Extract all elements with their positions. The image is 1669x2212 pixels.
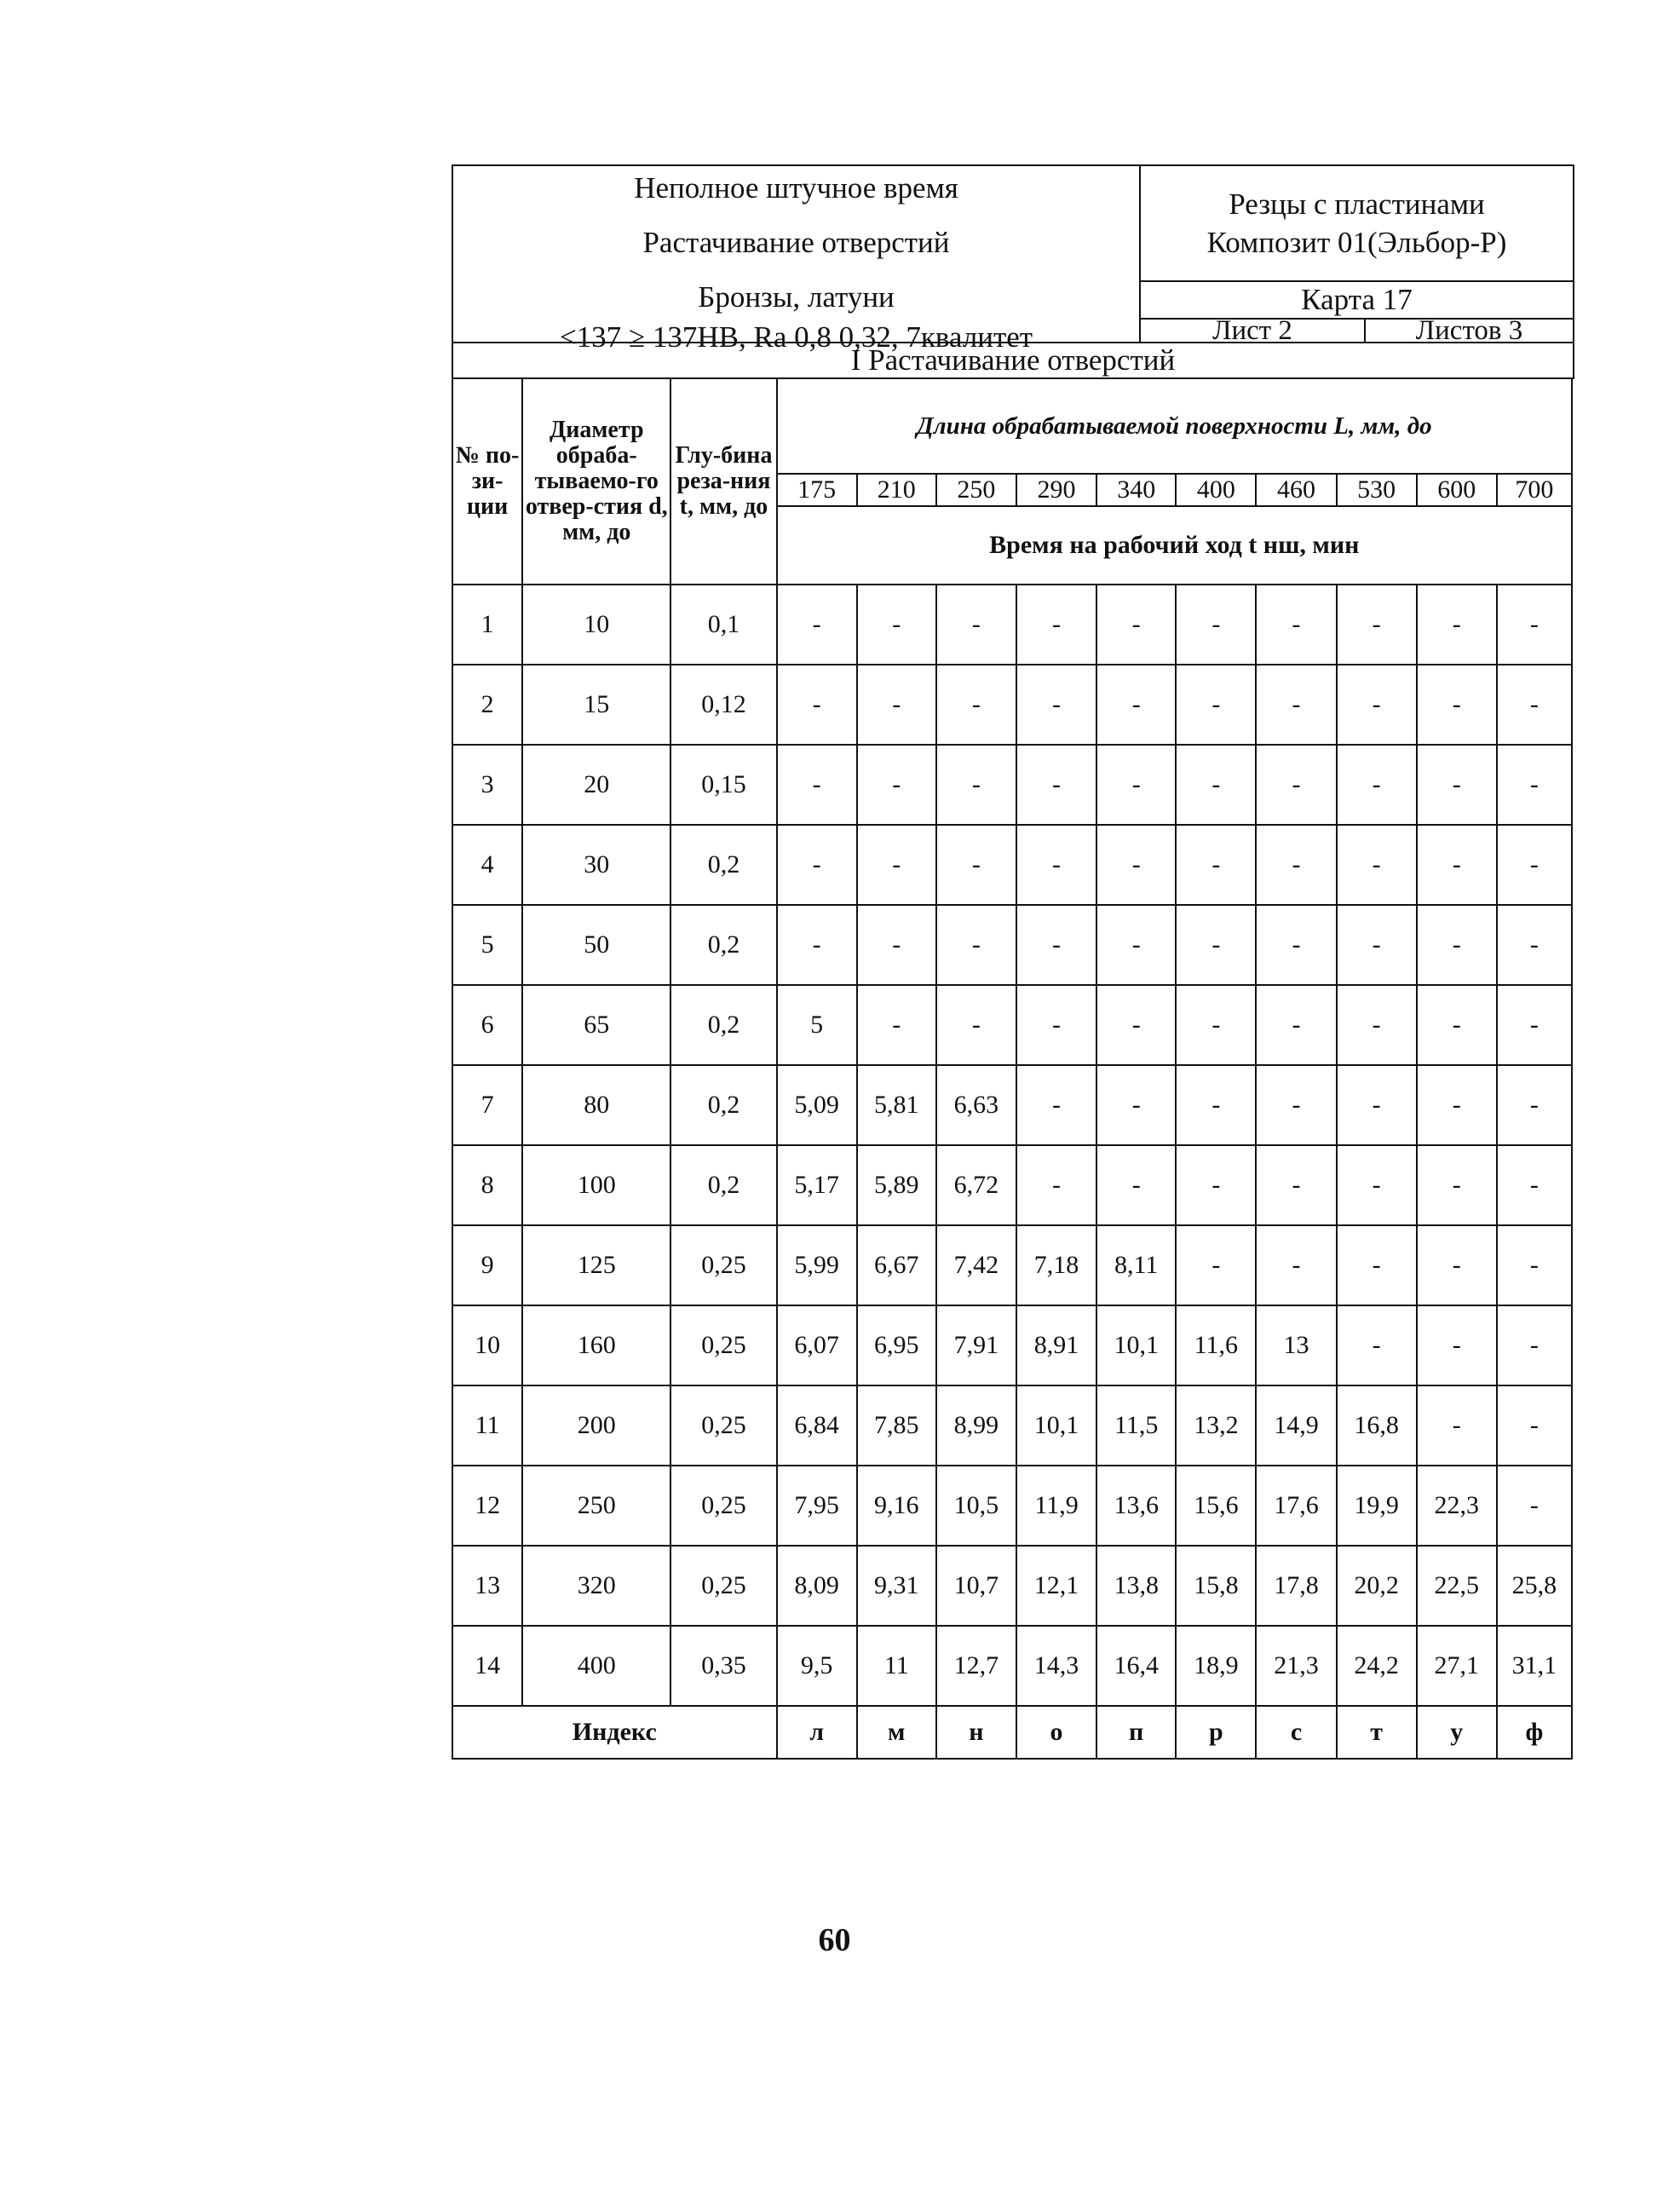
time-cell: 25,8 bbox=[1497, 1546, 1572, 1626]
table-row bbox=[452, 1065, 1572, 1145]
time-cell: 11,5 bbox=[1096, 1385, 1176, 1466]
time-cell: - bbox=[1016, 585, 1096, 665]
time-cell: 9,31 bbox=[857, 1546, 936, 1626]
diameter-cell: 200 bbox=[522, 1385, 670, 1466]
time-cell: 12,7 bbox=[936, 1626, 1016, 1706]
time-cell: - bbox=[777, 825, 857, 905]
diameter-cell: 15 bbox=[522, 665, 670, 745]
time-cell: 14,3 bbox=[1016, 1626, 1096, 1706]
time-cell: - bbox=[1096, 905, 1176, 985]
depth-cell: 0,2 bbox=[670, 825, 776, 905]
time-cell: 8,91 bbox=[1016, 1305, 1096, 1385]
time-cell: - bbox=[1337, 905, 1417, 985]
position-cell: 14 bbox=[452, 1626, 522, 1706]
time-cell: - bbox=[1096, 1065, 1176, 1145]
time-cell: 11 bbox=[857, 1626, 936, 1706]
time-cell: 7,95 bbox=[777, 1466, 857, 1546]
time-cell: - bbox=[857, 825, 936, 905]
length-value: 175 bbox=[777, 474, 857, 506]
time-cell: - bbox=[777, 585, 857, 665]
time-cell: - bbox=[777, 665, 857, 745]
time-cell: - bbox=[1497, 825, 1572, 905]
time-cell: 16,8 bbox=[1337, 1385, 1417, 1466]
time-cell: 6,07 bbox=[777, 1305, 857, 1385]
depth-cell: 0,25 bbox=[670, 1466, 776, 1546]
time-cell: - bbox=[936, 745, 1016, 825]
time-cell: 13,8 bbox=[1096, 1546, 1176, 1626]
time-cell: - bbox=[1256, 745, 1336, 825]
time-cell: - bbox=[1417, 825, 1497, 905]
col-header-depth: Глу-бина реза-ния t, мм, до bbox=[670, 378, 776, 585]
depth-cell: 0,2 bbox=[670, 1065, 776, 1145]
time-cell: - bbox=[857, 745, 936, 825]
diameter-cell: 400 bbox=[522, 1626, 670, 1706]
time-cell: 9,16 bbox=[857, 1466, 936, 1546]
time-cell: - bbox=[1096, 665, 1176, 745]
depth-cell: 0,15 bbox=[670, 745, 776, 825]
index-letter: п bbox=[1096, 1706, 1176, 1759]
position-cell: 10 bbox=[452, 1305, 522, 1385]
table-row bbox=[452, 1385, 1572, 1466]
position-cell: 6 bbox=[452, 985, 522, 1065]
time-cell: 15,8 bbox=[1176, 1546, 1256, 1626]
time-cell: - bbox=[1417, 1385, 1497, 1466]
time-cell: - bbox=[1417, 1225, 1497, 1305]
time-cell: - bbox=[936, 825, 1016, 905]
title-line-2: Растачивание отверстий bbox=[642, 226, 950, 259]
time-cell: - bbox=[1256, 665, 1336, 745]
col-header-position: № по-зи-ции bbox=[452, 378, 522, 585]
time-cell: 18,9 bbox=[1176, 1626, 1256, 1706]
time-cell: 7,91 bbox=[936, 1305, 1016, 1385]
time-cell: - bbox=[1497, 665, 1572, 745]
time-cell: 6,72 bbox=[936, 1145, 1016, 1225]
time-cell: - bbox=[1176, 1145, 1256, 1225]
diameter-cell: 65 bbox=[522, 985, 670, 1065]
length-value: 340 bbox=[1096, 474, 1176, 506]
diameter-cell: 10 bbox=[522, 585, 670, 665]
time-cell: - bbox=[1497, 1466, 1572, 1546]
position-cell: 5 bbox=[452, 905, 522, 985]
time-cell: - bbox=[1176, 665, 1256, 745]
time-cell: 17,6 bbox=[1256, 1466, 1336, 1546]
table-row bbox=[452, 1145, 1572, 1225]
diameter-cell: 320 bbox=[522, 1546, 670, 1626]
time-cell: - bbox=[1417, 1065, 1497, 1145]
time-cell: - bbox=[1176, 825, 1256, 905]
length-value: 700 bbox=[1497, 474, 1572, 506]
time-cell: 7,85 bbox=[857, 1385, 936, 1466]
time-cell: 5,09 bbox=[777, 1065, 857, 1145]
time-cell: - bbox=[1337, 1065, 1417, 1145]
time-cell: - bbox=[1497, 1145, 1572, 1225]
material-line: Бронзы, латуни bbox=[698, 280, 895, 314]
time-cell: - bbox=[857, 665, 936, 745]
length-value: 210 bbox=[857, 474, 936, 506]
time-cell: 11,6 bbox=[1176, 1305, 1256, 1385]
position-cell: 8 bbox=[452, 1145, 522, 1225]
time-cell: - bbox=[1016, 905, 1096, 985]
time-cell: - bbox=[1337, 665, 1417, 745]
params-line: <137 ≥ 137НВ, Ra 0,8 0,32, 7квалитет bbox=[559, 320, 1033, 354]
time-cell: - bbox=[1337, 1145, 1417, 1225]
time-cell: 8,11 bbox=[1096, 1225, 1176, 1305]
time-cell: - bbox=[1497, 1065, 1572, 1145]
time-cell: 17,8 bbox=[1256, 1546, 1336, 1626]
sheet-number: Лист 2 bbox=[1140, 319, 1365, 343]
time-cell: 12,1 bbox=[1016, 1546, 1096, 1626]
length-value: 460 bbox=[1256, 474, 1336, 506]
card-number: Карта 17 bbox=[1140, 281, 1574, 319]
diameter-cell: 125 bbox=[522, 1225, 670, 1305]
time-cell: - bbox=[1417, 665, 1497, 745]
time-cell: 9,5 bbox=[777, 1626, 857, 1706]
time-cell: - bbox=[1256, 1065, 1336, 1145]
time-cell: - bbox=[1417, 585, 1497, 665]
tool-description bbox=[1140, 165, 1574, 281]
position-cell: 4 bbox=[452, 825, 522, 905]
time-cell: - bbox=[1497, 905, 1572, 985]
time-cell: - bbox=[1096, 585, 1176, 665]
time-cell: - bbox=[1176, 1225, 1256, 1305]
time-cell: - bbox=[936, 585, 1016, 665]
length-value: 290 bbox=[1016, 474, 1096, 506]
time-cell: - bbox=[1417, 745, 1497, 825]
time-cell: - bbox=[1337, 585, 1417, 665]
table-row bbox=[452, 585, 1572, 665]
table-row bbox=[452, 985, 1572, 1065]
time-cell: 7,18 bbox=[1016, 1225, 1096, 1305]
diameter-cell: 160 bbox=[522, 1305, 670, 1385]
table-row bbox=[452, 825, 1572, 905]
time-cell: 11,9 bbox=[1016, 1466, 1096, 1546]
diameter-cell: 100 bbox=[522, 1145, 670, 1225]
time-cell: 10,5 bbox=[936, 1466, 1016, 1546]
diameter-cell: 50 bbox=[522, 905, 670, 985]
position-cell: 2 bbox=[452, 665, 522, 745]
table-row bbox=[452, 1305, 1572, 1385]
index-letter: м bbox=[857, 1706, 936, 1759]
time-cell: - bbox=[1016, 1145, 1096, 1225]
time-cell: - bbox=[1256, 825, 1336, 905]
time-cell: 13 bbox=[1256, 1305, 1336, 1385]
time-cell: - bbox=[1256, 1145, 1336, 1225]
card-header bbox=[452, 164, 1574, 379]
time-cell: - bbox=[1176, 745, 1256, 825]
time-cell: - bbox=[1096, 1145, 1176, 1225]
time-cell: 5,17 bbox=[777, 1145, 857, 1225]
time-cell: - bbox=[1497, 745, 1572, 825]
time-cell: 13,6 bbox=[1096, 1466, 1176, 1546]
time-cell: 15,6 bbox=[1176, 1466, 1256, 1546]
table-row bbox=[452, 1626, 1572, 1706]
depth-cell: 0,25 bbox=[670, 1225, 776, 1305]
time-cell: - bbox=[1096, 825, 1176, 905]
time-cell: 27,1 bbox=[1417, 1626, 1497, 1706]
section-title: I Растачивание отверстий bbox=[452, 343, 1574, 378]
index-letter: ф bbox=[1497, 1706, 1572, 1759]
time-cell: 6,63 bbox=[936, 1065, 1016, 1145]
time-cell: - bbox=[1337, 985, 1417, 1065]
time-cell: - bbox=[1016, 985, 1096, 1065]
position-cell: 11 bbox=[452, 1385, 522, 1466]
table-row bbox=[452, 1225, 1572, 1305]
time-cell: 8,09 bbox=[777, 1546, 857, 1626]
table-row bbox=[452, 1546, 1572, 1626]
time-cell: 14,9 bbox=[1256, 1385, 1336, 1466]
depth-cell: 0,2 bbox=[670, 985, 776, 1065]
time-cell: 6,84 bbox=[777, 1385, 857, 1466]
table-row bbox=[452, 665, 1572, 745]
col-header-diameter: Диаметр обраба-тываемо-го отвер-стия d, мм, до bbox=[522, 378, 670, 585]
time-cell: - bbox=[1016, 745, 1096, 825]
time-cell: - bbox=[1256, 985, 1336, 1065]
table-row bbox=[452, 905, 1572, 985]
index-letter: р bbox=[1176, 1706, 1256, 1759]
time-cell: - bbox=[1016, 1065, 1096, 1145]
time-cell: 10,1 bbox=[1096, 1305, 1176, 1385]
sheets-total: Листов 3 bbox=[1365, 319, 1574, 343]
time-cell: - bbox=[1337, 825, 1417, 905]
time-cell: 16,4 bbox=[1096, 1626, 1176, 1706]
depth-cell: 0,2 bbox=[670, 1145, 776, 1225]
time-cell: - bbox=[936, 985, 1016, 1065]
time-cell: 10,1 bbox=[1016, 1385, 1096, 1466]
time-cell: - bbox=[1016, 665, 1096, 745]
time-cell: 19,9 bbox=[1337, 1466, 1417, 1546]
time-cell: 31,1 bbox=[1497, 1626, 1572, 1706]
operation-description bbox=[452, 165, 1140, 354]
index-letter: у bbox=[1417, 1706, 1497, 1759]
time-cell: 5,81 bbox=[857, 1065, 936, 1145]
title-line-1: Неполное штучное время bbox=[634, 171, 958, 204]
position-cell: 1 bbox=[452, 585, 522, 665]
depth-cell: 0,25 bbox=[670, 1305, 776, 1385]
length-value: 400 bbox=[1176, 474, 1256, 506]
index-row bbox=[452, 1706, 1572, 1759]
time-cell: - bbox=[1096, 745, 1176, 825]
time-cell: 22,3 bbox=[1417, 1466, 1497, 1546]
normative-card bbox=[452, 164, 1573, 1760]
time-cell: - bbox=[1096, 985, 1176, 1065]
time-cell: 5,89 bbox=[857, 1145, 936, 1225]
time-norms-table bbox=[452, 377, 1573, 1760]
time-cell: 22,5 bbox=[1417, 1546, 1497, 1626]
time-cell: - bbox=[1417, 985, 1497, 1065]
time-cell: 24,2 bbox=[1337, 1626, 1417, 1706]
time-cell: - bbox=[777, 745, 857, 825]
time-cell: - bbox=[1337, 1305, 1417, 1385]
time-cell: - bbox=[777, 905, 857, 985]
time-cell: - bbox=[1497, 1225, 1572, 1305]
index-letter: т bbox=[1337, 1706, 1417, 1759]
time-cell: - bbox=[1256, 905, 1336, 985]
time-cell: - bbox=[1256, 1225, 1336, 1305]
time-cell: - bbox=[857, 585, 936, 665]
time-cell: - bbox=[1176, 1065, 1256, 1145]
index-letter: л bbox=[777, 1706, 857, 1759]
diameter-cell: 250 bbox=[522, 1466, 670, 1546]
time-cell: - bbox=[1497, 985, 1572, 1065]
table-row bbox=[452, 745, 1572, 825]
length-value: 250 bbox=[936, 474, 1016, 506]
time-cell: - bbox=[1337, 745, 1417, 825]
position-cell: 13 bbox=[452, 1546, 522, 1626]
diameter-cell: 80 bbox=[522, 1065, 670, 1145]
length-header: Длина обрабатываемой поверхности L, мм, до bbox=[777, 378, 1572, 474]
depth-cell: 0,25 bbox=[670, 1385, 776, 1466]
depth-cell: 0,1 bbox=[670, 585, 776, 665]
position-cell: 12 bbox=[452, 1466, 522, 1546]
time-cell: 6,95 bbox=[857, 1305, 936, 1385]
index-letter: о bbox=[1016, 1706, 1096, 1759]
tool-line-1: Резцы с пластинами bbox=[1229, 187, 1485, 221]
time-cell: - bbox=[1417, 1145, 1497, 1225]
depth-cell: 0,35 bbox=[670, 1626, 776, 1706]
tool-line-2: Композит 01(Эльбор-Р) bbox=[1206, 226, 1507, 259]
time-cell: 5 bbox=[777, 985, 857, 1065]
time-cell: - bbox=[1176, 985, 1256, 1065]
depth-cell: 0,25 bbox=[670, 1546, 776, 1626]
table-row bbox=[452, 1466, 1572, 1546]
length-value: 530 bbox=[1337, 474, 1417, 506]
time-cell: 10,7 bbox=[936, 1546, 1016, 1626]
diameter-cell: 30 bbox=[522, 825, 670, 905]
time-cell: - bbox=[1417, 905, 1497, 985]
depth-cell: 0,2 bbox=[670, 905, 776, 985]
time-cell: 7,42 bbox=[936, 1225, 1016, 1305]
diameter-cell: 20 bbox=[522, 745, 670, 825]
time-cell: - bbox=[936, 665, 1016, 745]
index-letter: с bbox=[1256, 1706, 1336, 1759]
page-number: 60 bbox=[818, 1922, 851, 1958]
time-cell: 6,67 bbox=[857, 1225, 936, 1305]
time-cell: 20,2 bbox=[1337, 1546, 1417, 1626]
time-cell: 5,99 bbox=[777, 1225, 857, 1305]
time-cell: - bbox=[1176, 585, 1256, 665]
time-cell: - bbox=[1337, 1225, 1417, 1305]
time-cell: - bbox=[1497, 1305, 1572, 1385]
length-value: 600 bbox=[1417, 474, 1497, 506]
time-cell: - bbox=[1497, 585, 1572, 665]
time-cell: 13,2 bbox=[1176, 1385, 1256, 1466]
depth-cell: 0,12 bbox=[670, 665, 776, 745]
position-cell: 3 bbox=[452, 745, 522, 825]
time-cell: - bbox=[1417, 1305, 1497, 1385]
index-letter: н bbox=[936, 1706, 1016, 1759]
time-cell: - bbox=[936, 905, 1016, 985]
time-cell: 21,3 bbox=[1256, 1626, 1336, 1706]
position-cell: 9 bbox=[452, 1225, 522, 1305]
time-header: Время на рабочий ход t нш, мин bbox=[777, 506, 1572, 585]
time-cell: - bbox=[1176, 905, 1256, 985]
time-cell: 8,99 bbox=[936, 1385, 1016, 1466]
time-cell: - bbox=[1016, 825, 1096, 905]
position-cell: 7 bbox=[452, 1065, 522, 1145]
index-label: Индекс bbox=[452, 1706, 777, 1759]
time-cell: - bbox=[1256, 585, 1336, 665]
time-cell: - bbox=[857, 985, 936, 1065]
time-cell: - bbox=[857, 905, 936, 985]
time-cell: - bbox=[1497, 1385, 1572, 1466]
